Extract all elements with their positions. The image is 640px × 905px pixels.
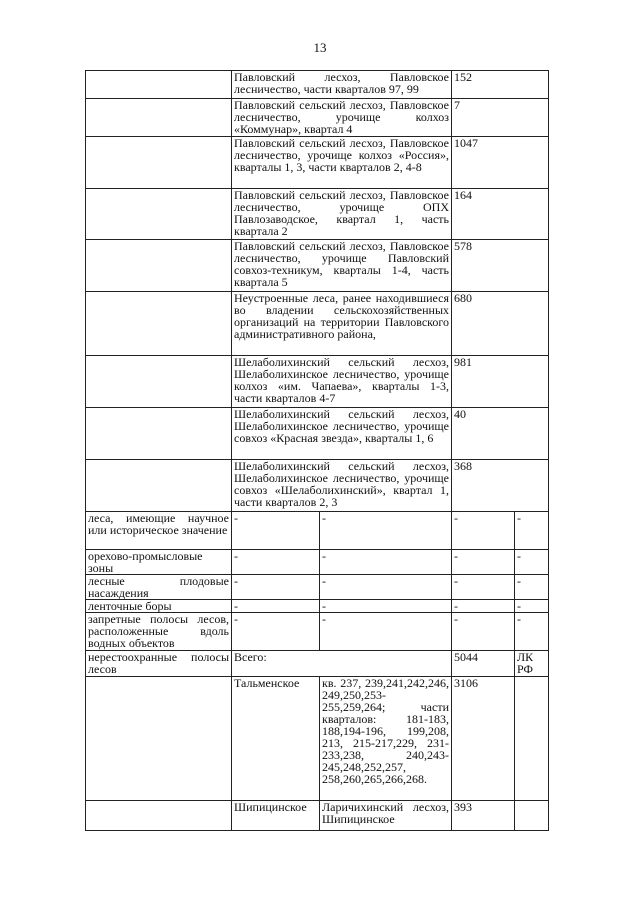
category-cell: орехово-промысловые зоны	[86, 550, 232, 575]
source-cell: -	[515, 600, 549, 613]
source-cell: -	[515, 512, 549, 550]
area-cell: 7	[452, 99, 549, 137]
location-cell: Павловский сельский лесхоз, Павловское лесничество, урочище Павловский совхоз-техникум, кварталы 1-4, часть квартала 5	[232, 240, 452, 292]
category-cell: лесные плодовые насаждения	[86, 575, 232, 600]
category-cell: леса, имеющие научное или историческое значение	[86, 512, 232, 550]
location-cell: Павловский сельский лесхоз, Павловское лесничество, урочище колхоз «Россия», кварталы 1, 3, части кварталов 2, 4-8	[232, 137, 452, 189]
area-cell: -	[452, 512, 515, 550]
table-cell	[86, 292, 232, 356]
table-row	[86, 137, 549, 189]
location-cell: -	[320, 600, 452, 613]
area-cell: 40	[452, 408, 549, 460]
table-row	[86, 408, 549, 460]
table-row	[86, 71, 549, 99]
source-cell: -	[515, 550, 549, 575]
category-cell: ленточные боры	[86, 600, 232, 613]
forest-table	[85, 70, 549, 831]
area-cell: 981	[452, 356, 549, 408]
table-row	[86, 460, 549, 512]
table-row	[86, 356, 549, 408]
area-cell: -	[452, 613, 515, 651]
location-cell: -	[320, 550, 452, 575]
source-cell: -	[515, 575, 549, 600]
table-cell	[86, 99, 232, 137]
table-cell	[86, 137, 232, 189]
source-cell	[515, 677, 549, 801]
table-cell	[86, 240, 232, 292]
category-cell: запретные полосы лесов, расположенные вдоль водных объектов	[86, 613, 232, 651]
table-cell	[86, 71, 232, 99]
area-cell: 680	[452, 292, 549, 356]
source-cell: ЛК РФ	[515, 651, 549, 677]
location-cell: Шелаболихинский сельский лесхоз, Шелаболихинское лесничество, урочище совхоз «Шелаболихинский», квартал 1, части кварталов 2, 3	[232, 460, 452, 512]
area-cell: 1047	[452, 137, 549, 189]
location-cell: Шелаболихинский сельский лесхоз, Шелаболихинское лесничество, урочище совхоз «Красная звезда», кварталы 1, 6	[232, 408, 452, 460]
location-cell: -	[320, 613, 452, 651]
category-cell: нерестоохранные полосы лесов	[86, 651, 232, 677]
forestry-cell: -	[232, 575, 320, 600]
table-row	[86, 575, 549, 600]
forestry-cell: -	[232, 613, 320, 651]
forestry-cell: -	[232, 550, 320, 575]
area-cell: 393	[452, 801, 515, 831]
area-cell: 3106	[452, 677, 515, 801]
location-cell: кв. 237, 239,241,242,246, 249,250,253-255,259,264; части кварталов: 181-183, 188,194-196, 199,208, 213, 215-217,229, 231-233,238, 240,243-245,248,252,257, 258,260,265,266,268.	[320, 677, 452, 801]
table-row	[86, 677, 549, 801]
area-cell: -	[452, 575, 515, 600]
table-row	[86, 240, 549, 292]
table-row	[86, 550, 549, 575]
table-cell	[86, 189, 232, 240]
category-cell	[86, 677, 232, 801]
table-row	[86, 99, 549, 137]
area-cell: 164	[452, 189, 549, 240]
area-cell: -	[452, 600, 515, 613]
location-cell: Павловский лесхоз, Павловское лесничество, части кварталов 97, 99	[232, 71, 452, 99]
location-cell: Павловский сельский лесхоз, Павловское лесничество, урочище колхоз «Коммунар», квартал 4	[232, 99, 452, 137]
table-cell	[86, 356, 232, 408]
location-cell: Павловский сельский лесхоз, Павловское лесничество, урочище ОПХ Павлозаводское, квартал 1, часть квартала 2	[232, 189, 452, 240]
location-cell: -	[320, 575, 452, 600]
forestry-cell: -	[232, 512, 320, 550]
forestry-cell: -	[232, 600, 320, 613]
forestry-cell: Тальменское	[232, 677, 320, 801]
source-cell: -	[515, 613, 549, 651]
forestry-cell: Шипицинское	[232, 801, 320, 831]
table-row	[86, 189, 549, 240]
table-row	[86, 613, 549, 651]
category-cell	[86, 801, 232, 831]
total-label-cell: Всего:	[232, 651, 452, 677]
area-cell: 152	[452, 71, 549, 99]
table-cell	[86, 408, 232, 460]
table-cell	[86, 460, 232, 512]
location-cell: Неустроенные леса, ранее находившиеся во владении сельскохозяйственных организаций на территории Павловского административного района,	[232, 292, 452, 356]
page-number: 13	[313, 40, 327, 55]
table-row	[86, 512, 549, 550]
area-cell: -	[452, 550, 515, 575]
area-cell: 368	[452, 460, 549, 512]
location-cell: -	[320, 512, 452, 550]
table-row	[86, 292, 549, 356]
location-cell: Шелаболихинский сельский лесхоз, Шелаболихинское лесничество, урочище колхоз «им. Чапаева», кварталы 1-3, части кварталов 4-7	[232, 356, 452, 408]
location-cell: Ларичихинский лесхоз, Шипицинское	[320, 801, 452, 831]
table-row	[86, 600, 549, 613]
source-cell	[515, 801, 549, 831]
area-cell: 578	[452, 240, 549, 292]
area-cell: 5044	[452, 651, 515, 677]
table-row	[86, 651, 549, 677]
table-row	[86, 801, 549, 831]
